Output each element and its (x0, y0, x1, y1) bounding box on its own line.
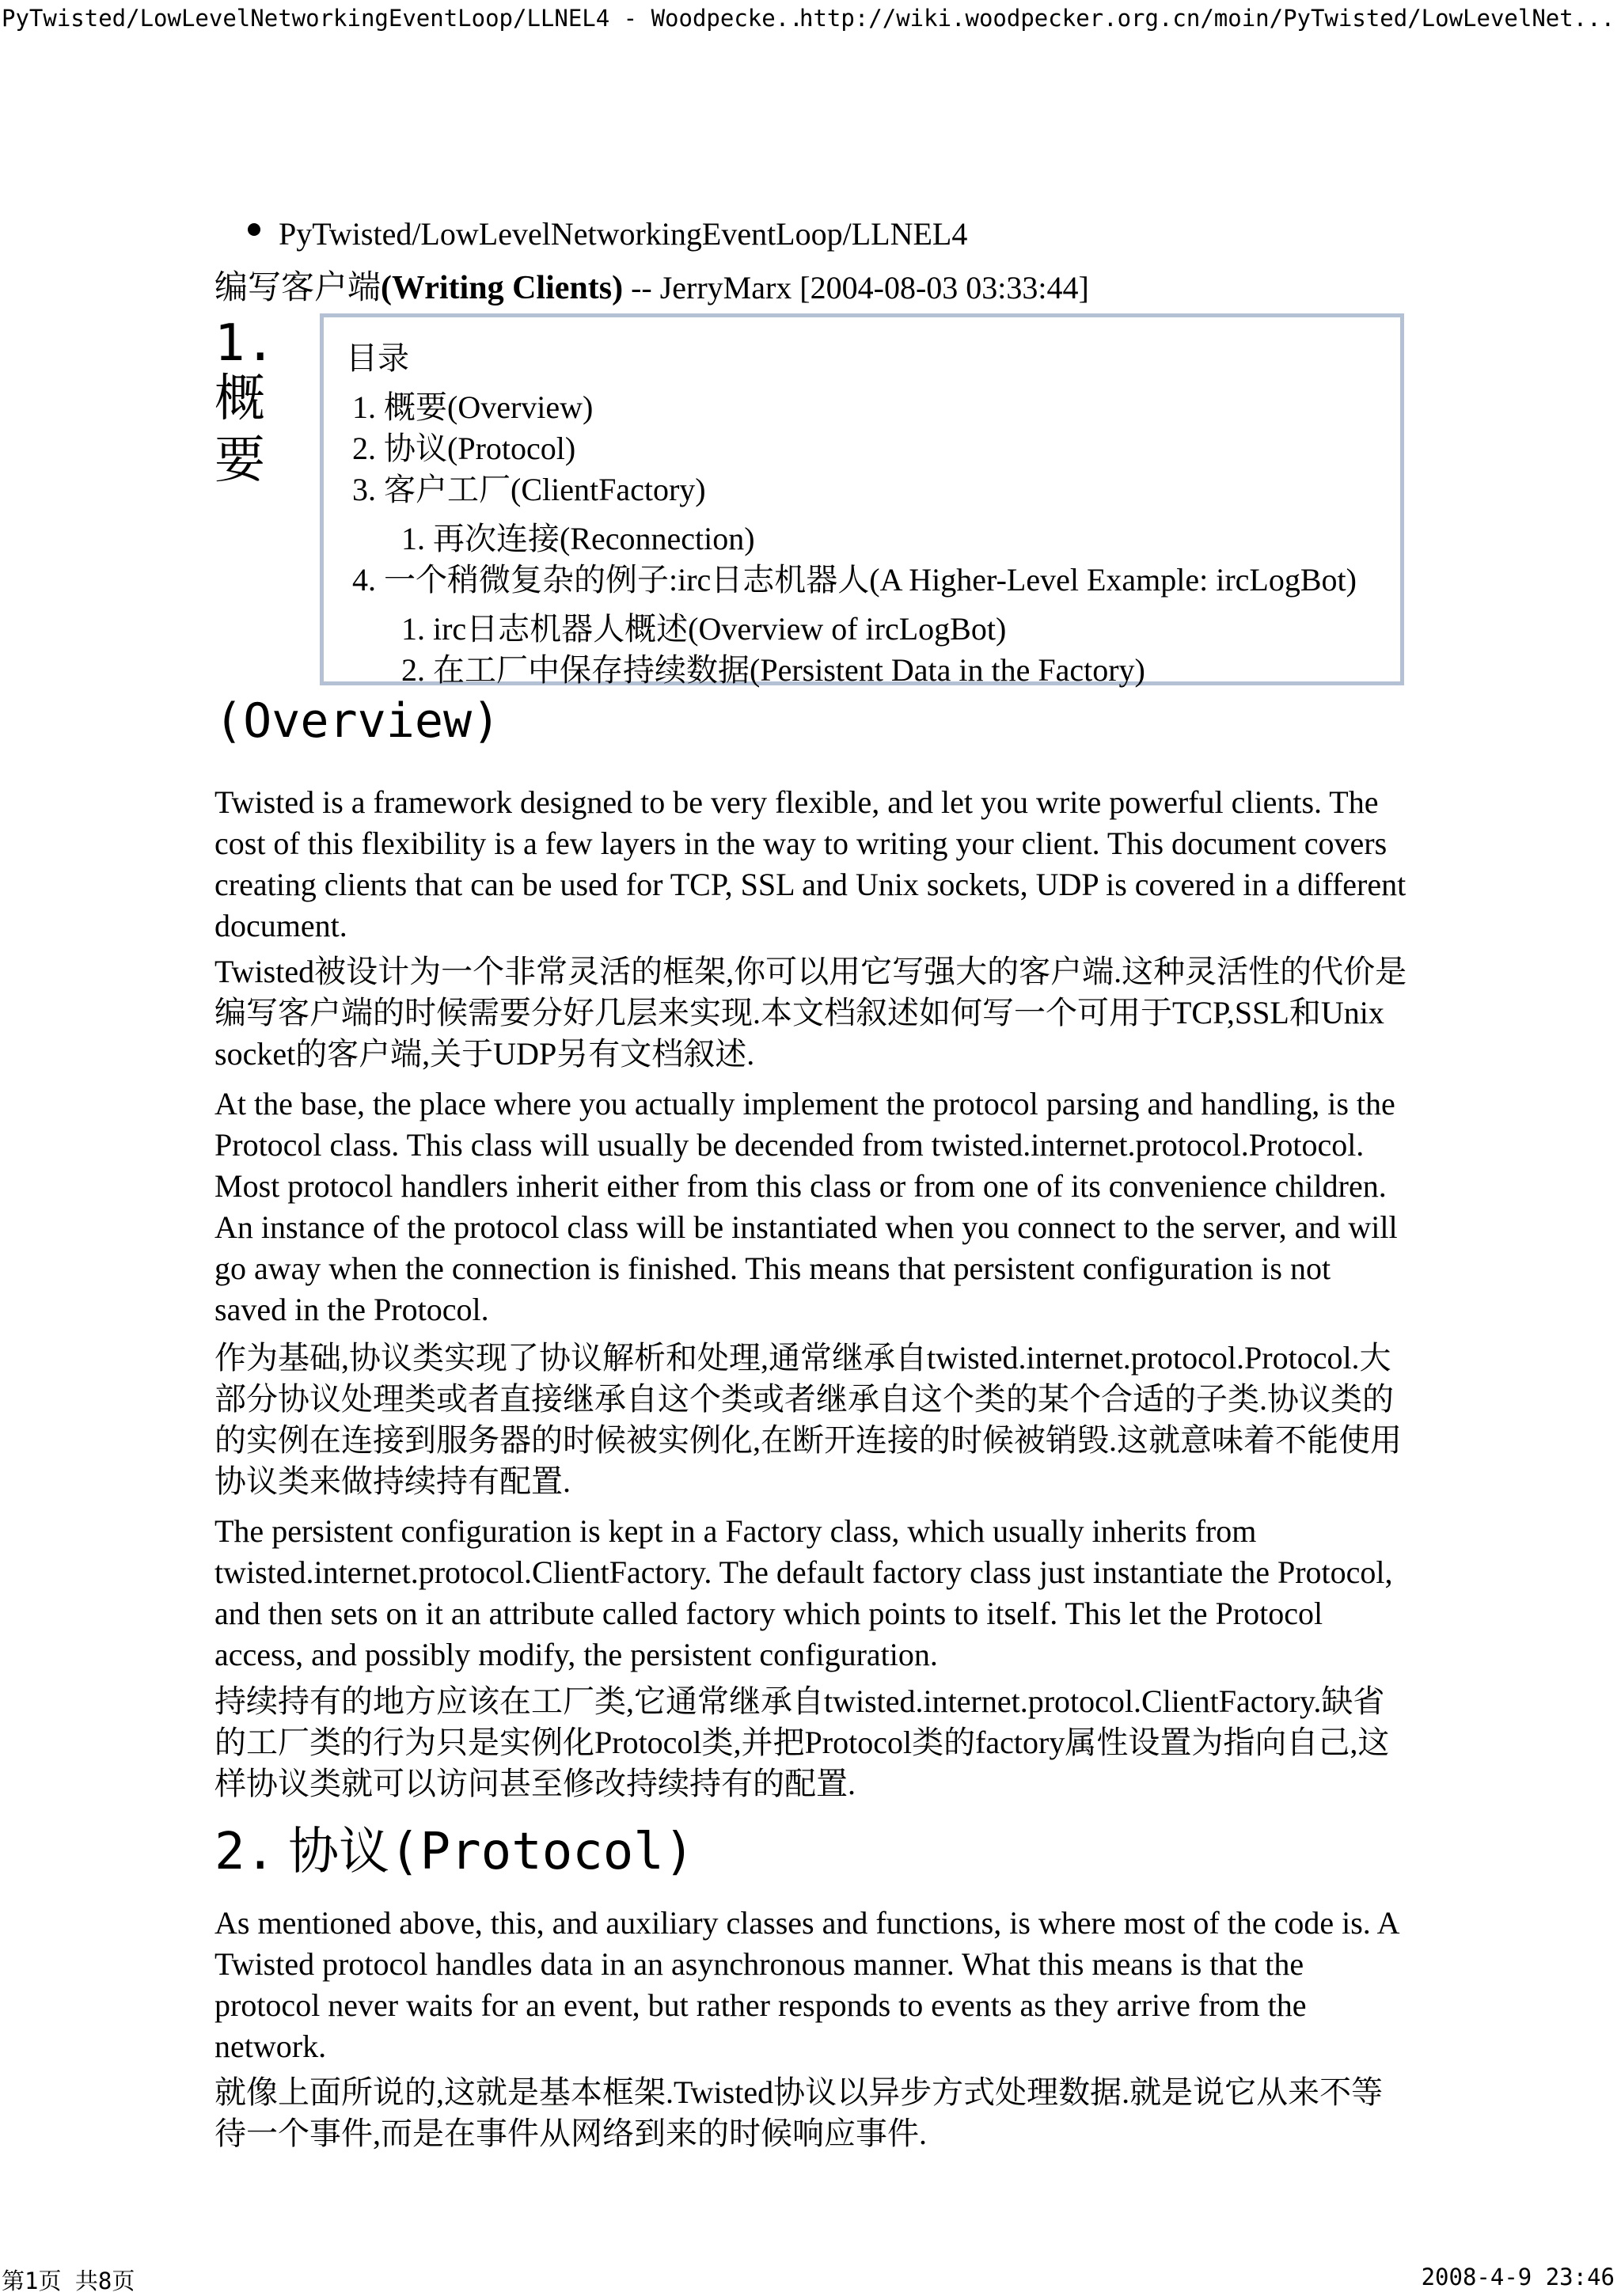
toc-item-number: 4. (352, 562, 376, 598)
toc-subitem[interactable] (401, 514, 755, 559)
toc-item[interactable] (352, 382, 593, 427)
toc-item-number: 2. (401, 652, 425, 688)
toc-title: 目录 (346, 340, 409, 376)
paragraph-en-2: At the base, the place where you actually implement the protocol parsing and handling, is the Protocol class. This class will usually be decended from twisted.internet.protocol.Protocol. Most protocol handlers inherit either from this class or from one of its convenience children. An instance of the protocol class will be instantiated when you connect to the server, and will go away when the connection is finished. This means that persistent configuration is not saved in the Protocol. (214, 1086, 1398, 1327)
toc-item-number: 1. (401, 611, 425, 647)
section2-number: 2. (214, 1823, 276, 1881)
breadcrumb-link[interactable]: PyTwisted/LowLevelNetworkingEventLoop/LLNEL4 (279, 216, 968, 252)
paragraph-zh-1: Twisted被设计为一个非常灵活的框架,你可以用它写强大的客户端.这种灵活性的代价是编写客户端的时候需要分好几层来实现.本文档叙述如何写一个可用于TCP,SSL和Unix socket的客户端,关于UDP另有文档叙述. (214, 954, 1407, 1072)
print-header-title: PyTwisted/LowLevelNetworkingEventLoop/LLNEL4 - Woodpecke... (2, 5, 818, 32)
print-header-url: http://wiki.woodpecker.org.cn/moin/PyTwisted/LowLevelNet... (799, 5, 1615, 32)
print-footer-datetime: 2008-4-9 23:46 (1421, 2264, 1615, 2290)
bullet-icon (248, 223, 260, 236)
toc-item-label[interactable]: 一个稍微复杂的例子:irc日志机器人(A Higher-Level Example: ircLogBot) (384, 562, 1357, 598)
paragraph-en-3: The persistent configuration is kept in a Factory class, which usually inherits from twisted.internet.protocol.ClientFactory. The default factory class just instantiate the Protocol, and then sets on it an attribute called factory which points to itself. This let the Protocol access, and possibly modify, the persistent configuration. (214, 1513, 1393, 1672)
section2-heading (214, 1811, 694, 1884)
page-title-meta: -- JerryMarx [2004-08-03 03:33:44] (623, 270, 1089, 306)
toc-item-label[interactable]: 在工厂中保存持续数据(Persistent Data in the Factory) (433, 652, 1145, 688)
page-title-en: (Writing Clients) (381, 270, 624, 306)
toc-item-label[interactable]: 概要(Overview) (384, 389, 594, 425)
table-of-contents (320, 313, 1404, 688)
toc-subitem[interactable] (401, 604, 1006, 649)
toc-item-number: 3. (352, 472, 376, 507)
toc-item-label[interactable]: 协议(Protocol) (384, 431, 576, 466)
section1-number: 1. (214, 314, 276, 373)
toc-item[interactable] (352, 423, 575, 469)
section1-heading-part1: 概 (214, 370, 265, 428)
toc-item[interactable] (352, 465, 706, 510)
paragraph-zh-3: 持续持有的地方应该在工厂类,它通常继承自twisted.internet.protocol.ClientFactory.缺省的工厂类的行为只是实例化Protocol类,并把Protocol类的factory属性设置为指向自己,这样协议类就可以访问甚至修改持续持有的配置. (214, 1683, 1390, 1801)
toc-item-label[interactable]: 再次连接(Reconnection) (433, 521, 755, 556)
page-title-zh: 编写客户端 (214, 270, 382, 306)
toc-item-label[interactable]: irc日志机器人概述(Overview of ircLogBot) (433, 611, 1007, 647)
paragraph-zh-2: 作为基础,协议类实现了协议解析和处理,通常继承自twisted.internet.protocol.Protocol.大部分协议处理类或者直接继承自这个类或者继承自这个类的某个合适的子类.协议类的的实例在连接到服务器的时候被实例化,在断开连接的时候被销毁.这就意味着不能使用协议类来做持续持有配置. (214, 1340, 1402, 1499)
print-footer-page: 第1页 共8页 (2, 2268, 135, 2294)
toc-item[interactable] (352, 555, 1357, 600)
page-title (214, 261, 1089, 309)
toc-item-label[interactable]: 客户工厂(ClientFactory) (384, 472, 706, 507)
section2-heading-en: (Protocol) (389, 1823, 695, 1881)
toc-item-number: 1. (352, 389, 376, 425)
paragraph-en-1: Twisted is a framework designed to be very flexible, and let you write powerful clients. The cost of this flexibility is a few layers in the way to writing your client. This document covers creating clients that can be used for TCP, SSL and Unix sockets, UDP is covered in a different document. (214, 784, 1407, 943)
section1-heading-part2: 要 (214, 431, 265, 490)
section1-heading-part3: (Overview) (214, 693, 501, 749)
toc-item-number: 2. (352, 431, 376, 466)
toc-item-number: 1. (401, 521, 425, 556)
toc-subitem[interactable] (401, 645, 1145, 690)
paragraph-en-4: As mentioned above, this, and auxiliary classes and functions, is where most of the code is. A Twisted protocol handles data in an asynchronous manner. What this means is that the protocol never waits for an event, but rather responds to events as they arrive from the network. (214, 1905, 1399, 2064)
section2-heading-zh: 协议 (288, 1823, 390, 1881)
paragraph-zh-4: 就像上面所说的,这就是基本框架.Twisted协议以异步方式处理数据.就是说它从来不等待一个事件,而是在事件从网络到来的时候响应事件. (214, 2074, 1384, 2151)
